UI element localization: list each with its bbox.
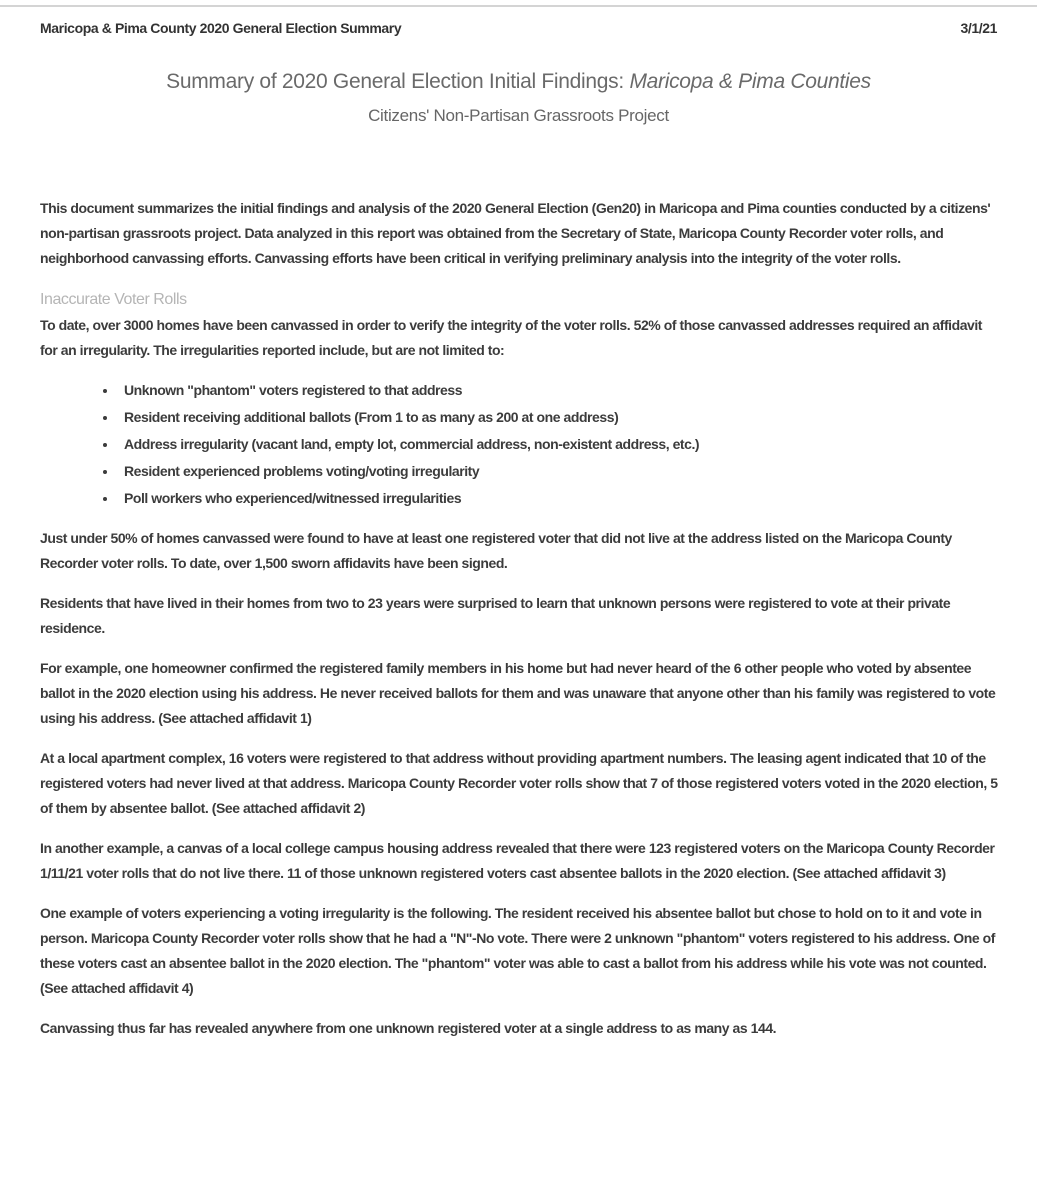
running-header <box>40 20 997 36</box>
document-title <box>0 70 1037 94</box>
paragraph: Just under 50% of homes canvassed were found to have at least one registered voter that did not live at the address listed on the Maricopa County Recorder voter rolls. To date, over 1,500 sworn affidavits have been signed. <box>40 530 952 571</box>
list-item: • Resident experienced problems voting/voting irregularity <box>118 458 1000 485</box>
section-heading: Inaccurate Voter Rolls <box>40 291 187 308</box>
header-date: 3/1/21 <box>960 20 997 36</box>
irregularities-list <box>40 377 1000 512</box>
document-body <box>40 196 1000 1056</box>
paragraph: For example, one homeowner confirmed the registered family members in his home but had never heard of the 6 other people who voted by absentee ballot in the 2020 election using his address. He never received ballots for them and was unaware that anyone other than his family was registered to vote using his address. (See attached affidavit 1) <box>40 660 996 726</box>
list-item: • Unknown "phantom" voters registered to that address <box>118 377 1000 404</box>
title-main: Summary of 2020 General Election Initial Findings: <box>166 70 630 93</box>
paragraph: One example of voters experiencing a voting irregularity is the following. The resident received his absentee ballot but chose to hold on to it and vote in person. Maricopa County Recorder voter rolls show that he had a "N"-No vote. There were 2 unknown "phantom" voters registered to his address. One of these voters cast an absentee ballot in the 2020 election. The "phantom" voter was able to cast a ballot from his address while his vote was not counted. (See attached affidavit 4) <box>40 905 995 996</box>
paragraph: In another example, a canvas of a local college campus housing address revealed that there were 123 registered voters on the Maricopa County Recorder 1/11/21 voter rolls that do not live there. 11 of those unknown registered voters cast absentee ballots in the 2020 election. (See attached affidavit 3) <box>40 840 995 881</box>
paragraph: Residents that have lived in their homes from two to 23 years were surprised to learn that unknown persons were registered to vote at their private residence. <box>40 595 951 636</box>
header-title: Maricopa & Pima County 2020 General Election Summary <box>40 20 402 36</box>
section-intro: To date, over 3000 homes have been canvassed in order to verify the integrity of the voter rolls. 52% of those canvassed addresses required an affidavit for an irregularity. The irregularities reported include, but are not limited to: <box>40 317 983 358</box>
intro-paragraph: This document summarizes the initial findings and analysis of the 2020 General Election (Gen20) in Maricopa and Pima counties conducted by a citizens' non-partisan grassroots project. Data analyzed in this report was obtained from the Secretary of State, Maricopa County Recorder voter rolls, and neighborhood canvassing efforts. Canvassing efforts have been critical in verifying preliminary analysis into the integrity of the voter rolls. <box>40 200 991 266</box>
document-subtitle: Citizens' Non-Partisan Grassroots Project <box>368 106 669 125</box>
paragraph: Canvassing thus far has revealed anywhere from one unknown registered voter at a single address to as many as 144. <box>40 1020 777 1036</box>
page-top-border <box>0 5 1037 7</box>
list-item: • Poll workers who experienced/witnessed irregularities <box>118 485 1000 512</box>
list-item: • Resident receiving additional ballots (From 1 to as many as 200 at one address) <box>118 404 1000 431</box>
title-italic: Maricopa & Pima Counties <box>629 70 871 93</box>
list-item: • Address irregularity (vacant land, empty lot, commercial address, non-existent address, etc.) <box>118 431 1000 458</box>
paragraph: At a local apartment complex, 16 voters were registered to that address without providing apartment numbers. The leasing agent indicated that 10 of the registered voters had never lived at that address. Maricopa County Recorder voter rolls show that 7 of those registered voters voted in the 2020 election, 5 of them by absentee ballot. (See attached affidavit 2) <box>40 750 998 816</box>
